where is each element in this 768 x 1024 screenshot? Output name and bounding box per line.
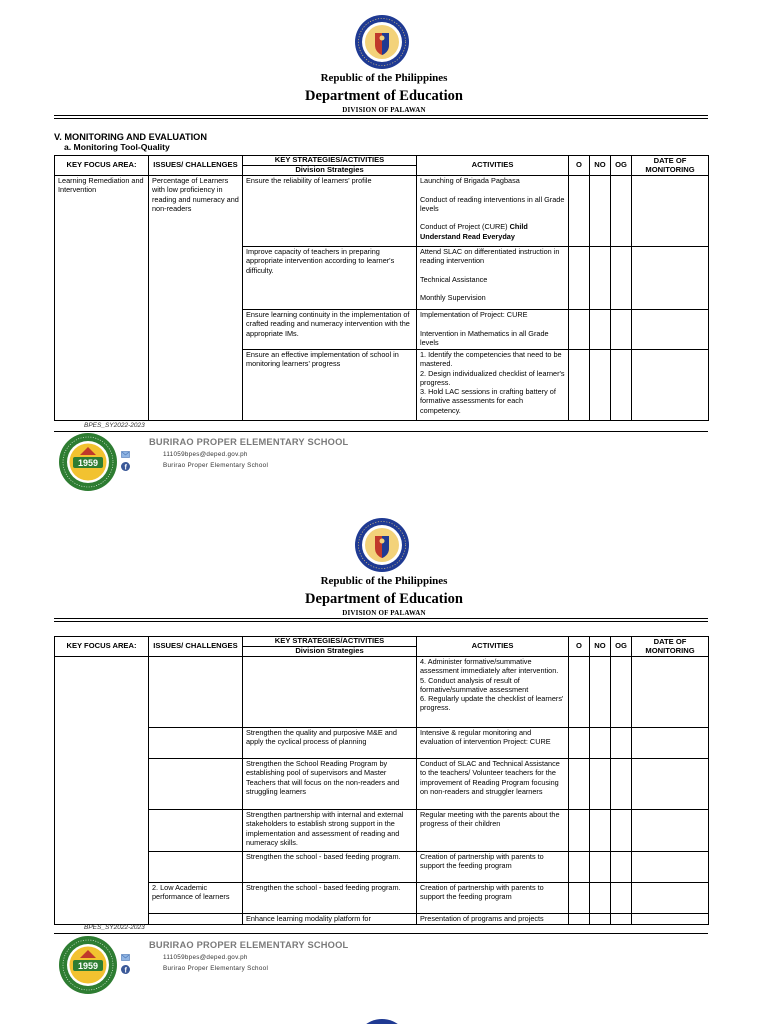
header-no: NO [590,637,611,657]
activity-text: Attend SLAC on differentiated instruction in reading intervention [420,247,560,266]
issue-cell [149,759,243,810]
footer-code: BPES_SY2022-2023 [84,422,145,429]
logo-year: 1959 [77,458,99,468]
og-cell [611,852,632,883]
focus-area-cell: Learning Remediation and Intervention [55,176,149,421]
header-og: OG [611,637,632,657]
activities-cell: Creation of partnership with parents to support the feeding program [417,883,569,914]
date-cell [632,759,709,810]
facebook-icon [121,965,130,974]
monitoring-table [54,155,709,421]
activity-text: 1. Identify the competencies that need to be mastered. [420,350,562,369]
division-title: DIVISION OF PALAWAN [342,106,426,114]
og-cell [611,247,632,310]
activities-cell: Presentation of programs and projects [417,914,569,925]
header-date: DATE OF MONITORING [632,156,709,176]
deped-seal-icon [354,1018,410,1024]
header-key-focus: KEY FOCUS AREA: [55,637,149,657]
issue-cell: 2. Low Academic performance of learners [149,883,243,914]
strategy-cell: Ensure learning continuity in the implementation of crafted reading and numeracy intervention with the appropriate IMs. [243,310,417,350]
activities-cell [417,657,569,728]
activity-text: Implementation of Project: CURE [420,310,528,319]
o-cell [569,310,590,350]
no-cell [590,852,611,883]
header-key-focus: KEY FOCUS AREA: [55,156,149,176]
table-row [55,883,709,914]
date-cell [632,914,709,925]
school-logo-icon [58,432,118,492]
division-title: DIVISION OF PALAWAN [342,609,426,617]
og-cell [611,657,632,728]
og-cell [611,883,632,914]
activity-text: Technical Assistance [420,274,488,284]
date-cell [632,810,709,852]
og-cell [611,310,632,350]
school-email[interactable]: 111059bpes@deped.gov.ph [163,954,248,961]
date-cell [632,247,709,310]
issue-cell [149,728,243,759]
deped-seal-icon [354,517,410,573]
table-row [55,759,709,810]
activity-text: 6. Regularly update the checklist of learners' progress. [420,694,564,713]
republic-title: Republic of the Philippines [320,575,448,587]
strategy-cell: Strengthen partnership with internal and external stakeholders to establish strong support in the implementation and assessment of reading and numeracy skills. [243,810,417,852]
facebook-icon [121,462,130,471]
header-activities: ACTIVITIES [417,637,569,657]
header-o: O [569,637,590,657]
o-cell [569,852,590,883]
date-cell [632,350,709,421]
strategy-cell [243,657,417,728]
date-cell [632,657,709,728]
svg-text:f: f [124,967,127,974]
o-cell [569,728,590,759]
document-page-3 [0,1006,768,1024]
header-divider [54,618,708,619]
og-cell [611,914,632,925]
activity-text: Intervention in Mathematics in all Grade levels [420,328,549,347]
header-o: O [569,156,590,176]
no-cell [590,728,611,759]
footer-divider [54,431,708,432]
issue-cell [149,657,243,728]
o-cell [569,883,590,914]
table-row [55,728,709,759]
strategy-cell: Ensure the reliability of learners' profile [243,176,417,247]
og-cell [611,728,632,759]
strategy-cell: Strengthen the quality and purposive M&E and apply the cyclical process of planning [243,728,417,759]
section-subtitle: a. Monitoring Tool-Quality [64,142,170,152]
header-divider-thin [54,118,708,119]
no-cell [590,310,611,350]
header-og: OG [611,156,632,176]
school-name: BURIRAO PROPER ELEMENTARY SCHOOL [149,940,349,950]
no-cell [590,657,611,728]
document-page-2 [0,503,768,1006]
no-cell [590,176,611,247]
republic-title: Republic of the Philippines [320,72,448,84]
table-row [55,852,709,883]
og-cell [611,350,632,421]
o-cell [569,350,590,421]
issue-cell: Percentage of Learners with low proficiency in reading and numeracy and non-readers [149,176,243,421]
school-logo-icon [58,935,118,995]
activity-text: Conduct of Project (CURE) [420,222,508,232]
o-cell [569,657,590,728]
header-division-strategies: Division Strategies [243,166,417,176]
no-cell [590,247,611,310]
strategy-cell: Strengthen the School Reading Program by establishing pool of supervisors and Master Teachers that will focus on the non-readers and struggling learners [243,759,417,810]
activities-cell: Creation of partnership with parents to support the feeding program [417,852,569,883]
o-cell [569,176,590,247]
date-cell [632,728,709,759]
mail-icon [121,451,130,458]
document-page-1 [0,0,768,503]
header-divider [54,115,708,116]
school-facebook[interactable]: Burirao Proper Elementary School [163,965,269,972]
school-name: BURIRAO PROPER ELEMENTARY SCHOOL [149,437,349,447]
deped-seal-icon [354,14,410,70]
school-facebook[interactable]: Burirao Proper Elementary School [163,462,269,469]
header-activities: ACTIVITIES [417,156,569,176]
date-cell [632,852,709,883]
activity-text-bold: Child Understand Read Everyday [420,222,528,241]
footer-divider [54,933,708,934]
og-cell [611,176,632,247]
section-title: V. MONITORING AND EVALUATION [54,132,207,142]
strategy-cell: Enhance learning modality platform for [243,914,417,925]
no-cell [590,759,611,810]
activity-text: 5. Conduct analysis of result of formative/summative assessment [420,675,529,694]
header-issues: ISSUES/ CHALLENGES [149,156,243,176]
header-strategies: KEY STRATEGIES/ACTIVITIES [243,156,417,166]
strategy-cell: Ensure an effective implementation of school in monitoring learners' progress [243,350,417,421]
activities-cell [417,176,569,247]
no-cell [590,350,611,421]
o-cell [569,914,590,925]
department-title: Department of Education [305,591,463,607]
activities-cell: Intensive & regular monitoring and evaluation of intervention Project: CURE [417,728,569,759]
date-cell [632,310,709,350]
monitoring-table [54,636,709,925]
table-row [55,914,709,925]
activities-cell [417,247,569,310]
activities-cell: Regular meeting with the parents about the progress of their children [417,810,569,852]
header-divider-thin [54,621,708,622]
activities-cell [417,310,569,350]
table-row [55,176,709,247]
table-row [55,657,709,728]
activities-cell: Conduct of SLAC and Technical Assistance to the teachers/ Volunteer teachers for the improvement of Reading Program focusing on non-readers and struggler learners [417,759,569,810]
strategy-cell: Strengthen the school - based feeding program. [243,883,417,914]
issue-cell [149,852,243,883]
activity-text: Conduct of reading interventions in all Grade levels [420,194,565,213]
activity-text: Launching of Brigada Pagbasa [420,176,520,185]
og-cell [611,810,632,852]
strategy-cell: Strengthen the school - based feeding program. [243,852,417,883]
svg-text:f: f [124,464,127,471]
focus-area-cell [55,657,149,925]
activity-text: Monthly Supervision [420,293,486,303]
department-title: Department of Education [305,88,463,104]
issue-cell [149,810,243,852]
school-email[interactable]: 111059bpes@deped.gov.ph [163,451,248,458]
o-cell [569,247,590,310]
header-strategies: KEY STRATEGIES/ACTIVITIES [243,637,417,647]
activity-text: 3. Hold LAC sessions in crafting battery of formative assessments for each competency. [420,387,556,415]
no-cell [590,914,611,925]
og-cell [611,759,632,810]
mail-icon [121,954,130,961]
no-cell [590,883,611,914]
date-cell [632,883,709,914]
table-row [55,810,709,852]
header-division-strategies: Division Strategies [243,647,417,657]
activity-text: 2. Design individualized checklist of learner's progress. [420,368,565,387]
issue-cell [149,914,243,925]
logo-year: 1959 [77,961,99,971]
no-cell [590,810,611,852]
strategy-cell: Improve capacity of teachers in preparing appropriate intervention according to learner's difficulty. [243,247,417,310]
header-issues: ISSUES/ CHALLENGES [149,637,243,657]
date-cell [632,176,709,247]
activity-text: 4. Administer formative/summative assessment immediately after intervention. [420,657,559,676]
o-cell [569,759,590,810]
o-cell [569,810,590,852]
header-date: DATE OF MONITORING [632,637,709,657]
header-no: NO [590,156,611,176]
activities-cell [417,350,569,421]
footer-code: BPES_SY2022-2023 [84,924,145,931]
